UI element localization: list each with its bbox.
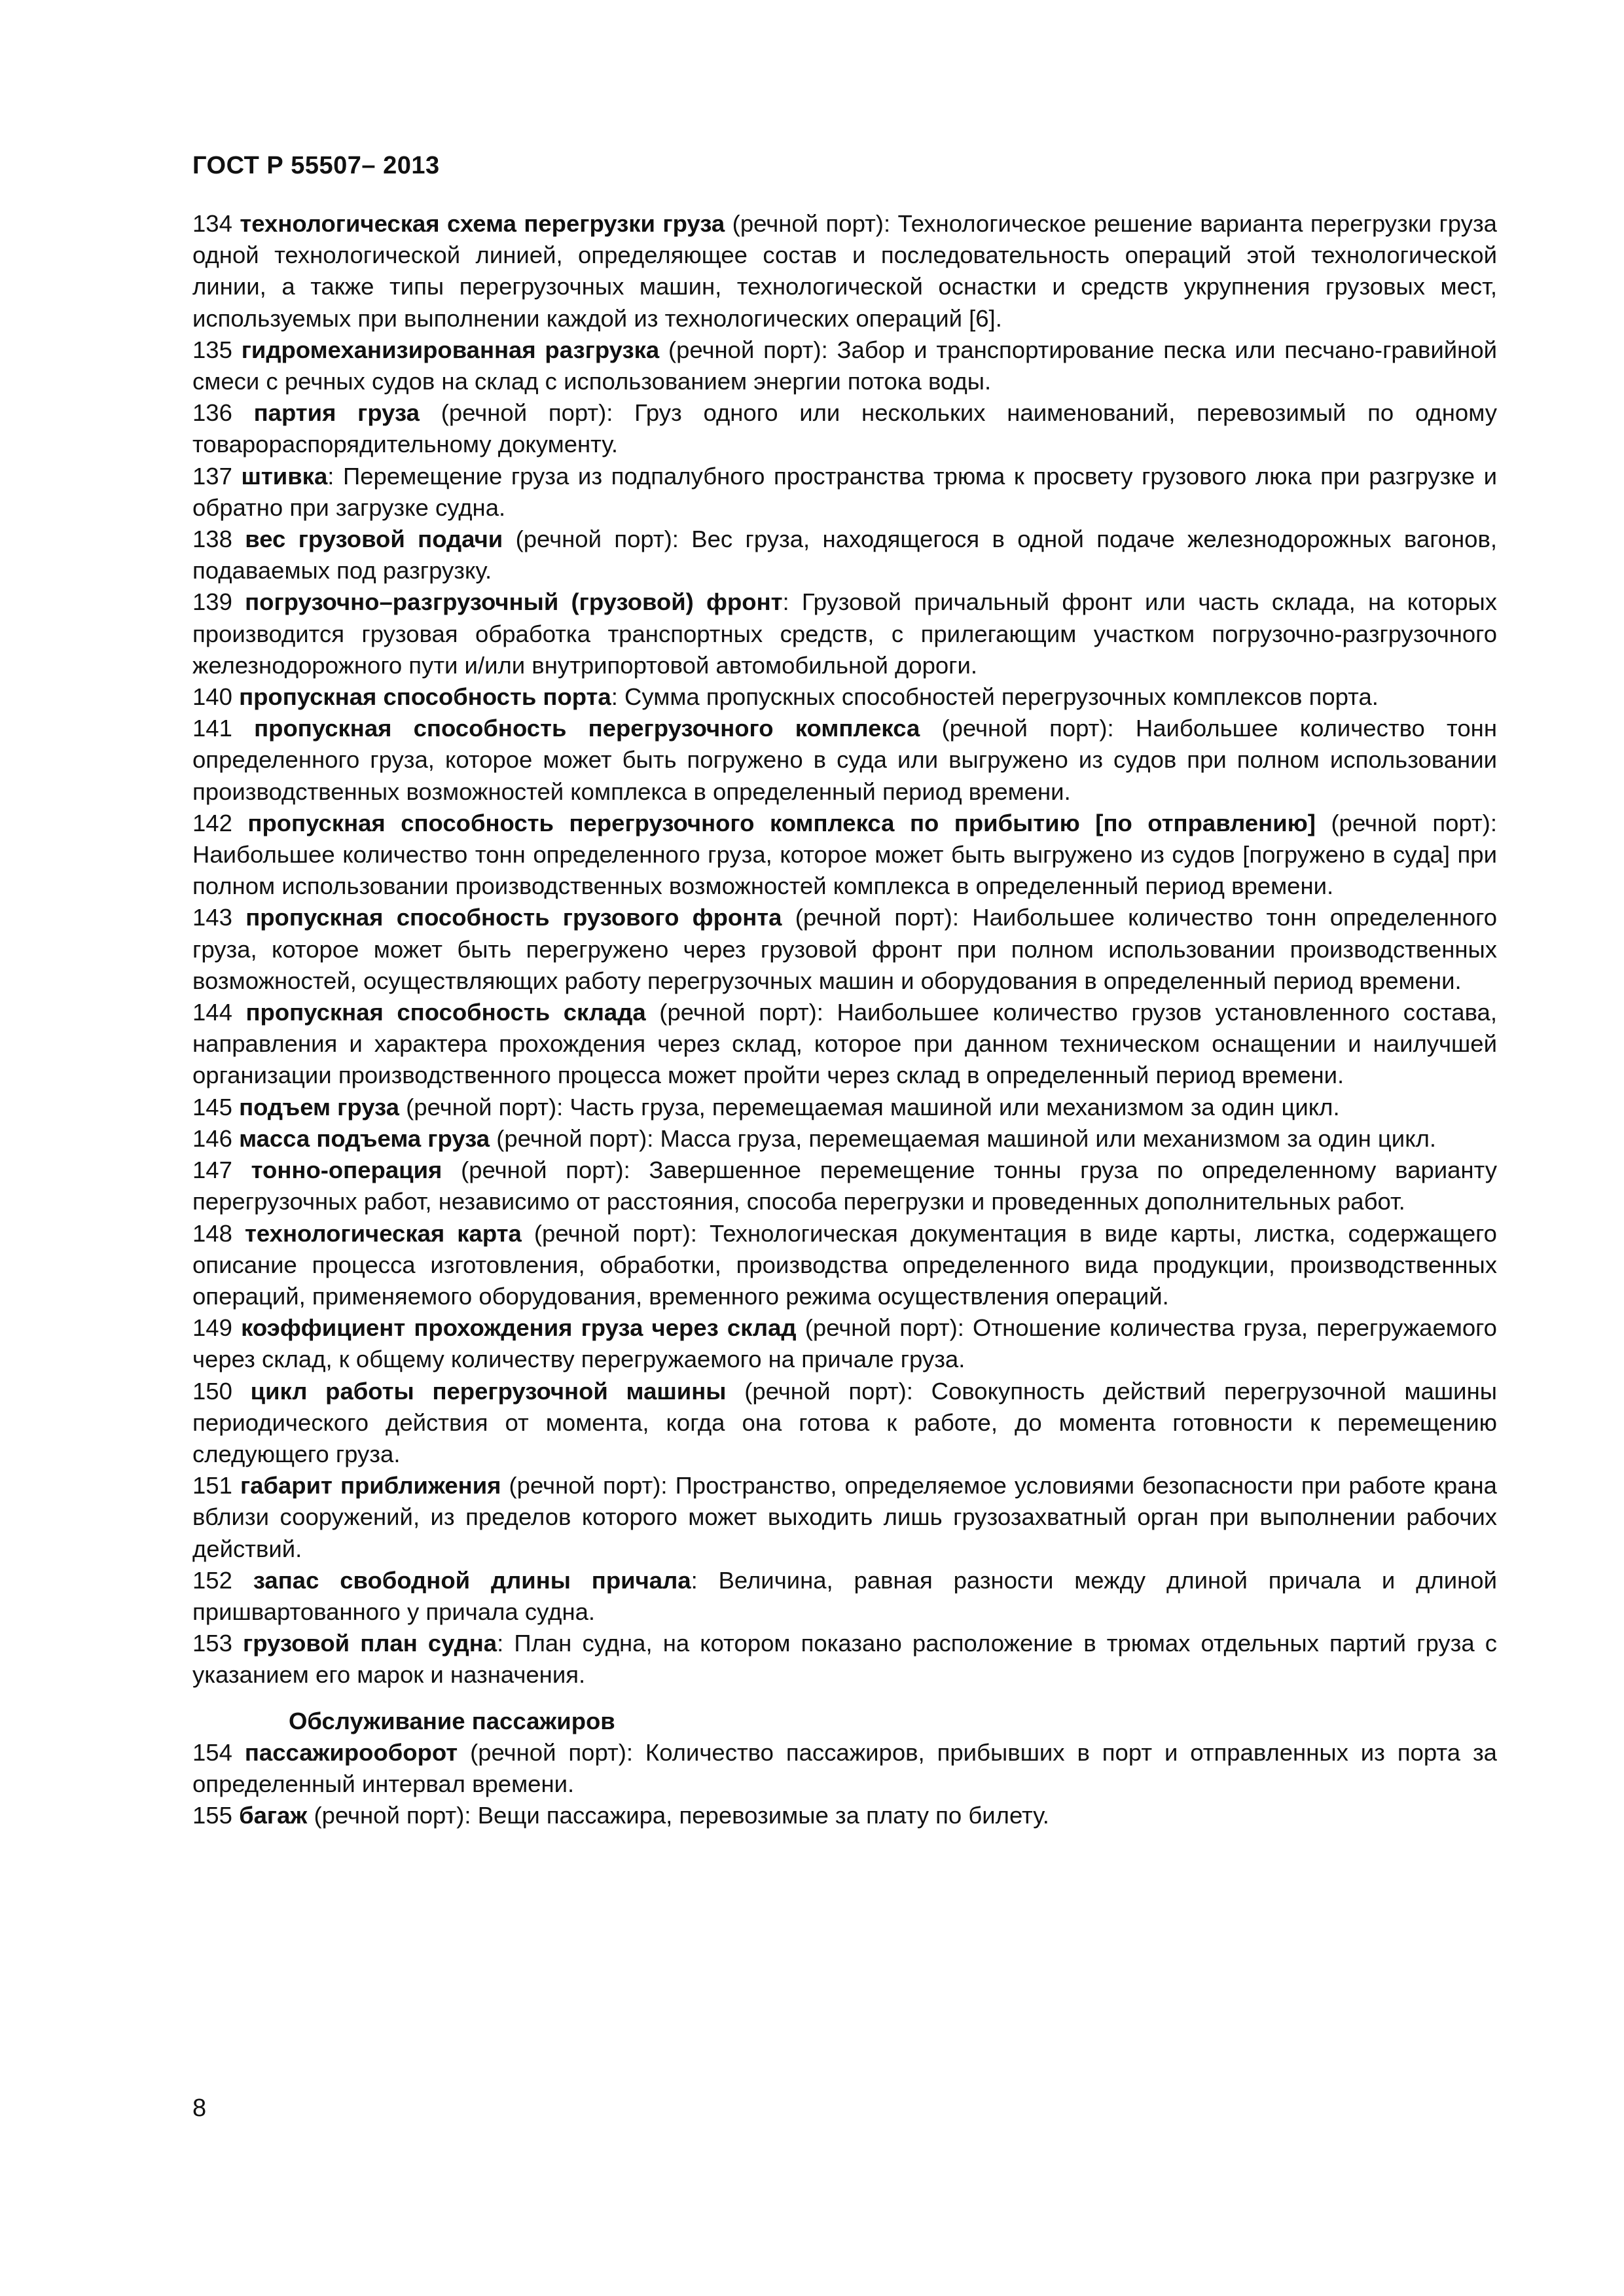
entry-separator xyxy=(501,1472,509,1499)
entry-number: 138 xyxy=(192,526,232,553)
entry-number: 142 xyxy=(192,809,232,836)
term-entry xyxy=(192,1565,1497,1628)
entry-number: 149 xyxy=(192,1314,232,1342)
entry-number: 145 xyxy=(192,1093,232,1121)
entry-definition: : Сумма пропускных способностей перегрузочных комплексов порта. xyxy=(611,683,1379,711)
entry-term: коэффициент прохождения груза через склад xyxy=(241,1314,797,1342)
entry-definition: (речной порт): Наибольшее количество тонн определенного груза, которое может быть выгружено из судов [погружено в суда] при полном использовании производственных возможностей комплекса в определенный период времени. xyxy=(192,809,1497,900)
entry-term: тонно-операция xyxy=(251,1157,442,1184)
entry-definition: (речной порт): Наибольшее количество грузов установленного состава, направления и характера прохождения через склад, которое при данном техническом оснащении и наилучшей организации производственного процесса может пройти через склад в определенный период времени. xyxy=(192,999,1497,1089)
entry-term: багаж xyxy=(239,1802,308,1829)
entry-separator xyxy=(420,399,441,426)
entry-definition: (речной порт): Забор и транспортирование песка или песчано-гравийной смеси с речных судов на склад с использованием энергии потока воды. xyxy=(192,336,1498,395)
entry-definition: (речной порт): Вес груза, находящегося в одной подаче железнодорожных вагонов, подаваемых под разгрузку. xyxy=(192,526,1497,584)
entry-number: 148 xyxy=(192,1219,232,1247)
entry-definition: (речной порт): Наибольшее количество тонн определенного груза, которое может быть перегружено через грузовой фронт при полном использовании производственных возможностей, осуществляющих работу перегрузочных машин и оборудования в определенный период времени. xyxy=(192,904,1497,994)
term-entry xyxy=(192,586,1497,681)
entry-definition: : План судна, на котором показано расположение в трюмах отдельных партий груза с указанием его марок и назначения. xyxy=(192,1630,1497,1689)
entry-term: технологическая схема перегрузки груза xyxy=(240,210,725,237)
document-body xyxy=(192,208,1497,1831)
entry-number: 137 xyxy=(192,462,232,490)
entry-separator xyxy=(725,210,732,237)
entry-number: 154 xyxy=(192,1738,232,1766)
term-entry xyxy=(192,713,1497,808)
entry-term: пропускная способность перегрузочного комплекса по прибытию [по отправлению] xyxy=(247,809,1316,836)
entry-definition: (речной порт): Совокупность действий перегрузочной машины периодического действия от момента, когда она готова к работе, до момента готовности к перемещению следующего груза. xyxy=(192,1377,1497,1467)
entry-definition: (речной порт): Отношение количества груза, перегружаемого через склад, к общему количеству перегружаемого на причале груза. xyxy=(192,1314,1497,1373)
entry-separator xyxy=(458,1739,470,1766)
entry-term: партия груза xyxy=(253,399,420,427)
entry-separator xyxy=(726,1378,744,1405)
entry-number: 150 xyxy=(192,1377,232,1405)
entry-separator xyxy=(503,526,515,552)
term-entry xyxy=(192,1470,1497,1565)
entry-number: 135 xyxy=(192,336,232,363)
entry-number: 143 xyxy=(192,904,232,931)
entry-definition: : Величина, равная разности между длиной причала и длиной пришвартованного у причала судна. xyxy=(192,1566,1497,1625)
term-entry xyxy=(192,524,1497,586)
term-entry xyxy=(192,902,1497,997)
entry-definition: : Перемещение груза из подпалубного пространства трюма к просвету грузового люка при разгрузке и обратно при загрузке судна. xyxy=(192,462,1497,521)
entry-separator xyxy=(659,336,668,363)
entry-number: 147 xyxy=(192,1157,232,1184)
entry-separator xyxy=(920,715,941,742)
entry-number: 141 xyxy=(192,715,232,742)
entry-definition: (речной порт): Масса груза, перемещаемая машиной или механизмом за один цикл. xyxy=(496,1124,1437,1152)
entry-separator xyxy=(646,999,660,1026)
entry-definition: (речной порт): Вещи пассажира, перевозимые за плату по билету. xyxy=(314,1802,1049,1829)
term-entry xyxy=(192,1800,1497,1831)
entry-term: технологическая карта xyxy=(244,1219,522,1247)
entry-term: гидромеханизированная разгрузка xyxy=(241,336,660,363)
entry-separator xyxy=(399,1094,406,1121)
entry-term: запас свободной длины причала xyxy=(253,1566,691,1594)
terms-list-part1 xyxy=(192,208,1497,1691)
term-entry xyxy=(192,1218,1497,1313)
entry-term: пропускная способность перегрузочного комплекса xyxy=(254,715,920,742)
page-number: 8 xyxy=(192,2094,207,2122)
term-entry xyxy=(192,808,1497,903)
term-entry xyxy=(192,1092,1497,1123)
entry-definition: (речной порт): Количество пассажиров, прибывших в порт и отправленных из порта за определенный интервал времени. xyxy=(192,1738,1497,1797)
entry-term: грузовой план судна xyxy=(243,1630,497,1657)
entry-term: масса подъема груза xyxy=(239,1124,490,1152)
entry-separator xyxy=(522,1220,534,1247)
entry-definition: (речной порт): Технологическая документация в виде карты, листка, содержащего описание процесса изготовления, обработки, производства определенного вида продукции, производственных операций, применяемого оборудования, временного режима осуществления операций. xyxy=(192,1219,1497,1310)
entry-term: штивка xyxy=(241,462,328,490)
entry-definition: (речной порт): Груз одного или нескольких наименований, перевозимый по одному товарораспорядительному документу. xyxy=(192,399,1497,458)
entry-separator xyxy=(1316,810,1331,836)
entry-separator xyxy=(797,1314,805,1341)
entry-term: пропускная способность грузового фронта xyxy=(245,904,782,931)
entry-number: 146 xyxy=(192,1124,232,1152)
term-entry xyxy=(192,397,1497,460)
entry-definition: : Грузовой причальный фронт или часть склада, на которых производится грузовая обработка транспортных средств, с прилегающим участком погрузочно-разгрузочного железнодорожного пути и/или внутрипортовой автомобильной дороги. xyxy=(192,588,1497,679)
entry-term: пассажирооборот xyxy=(244,1738,458,1766)
entry-term: вес грузовой подачи xyxy=(245,526,503,553)
entry-term: пропускная способность порта xyxy=(239,683,611,711)
entry-number: 139 xyxy=(192,588,232,616)
entry-definition: (речной порт): Часть груза, перемещаемая машиной или механизмом за один цикл. xyxy=(406,1093,1340,1121)
entry-term: цикл работы перегрузочной машины xyxy=(250,1377,727,1405)
term-entry xyxy=(192,1312,1497,1375)
entry-number: 155 xyxy=(192,1802,232,1829)
term-entry xyxy=(192,1737,1497,1800)
entry-term: погрузочно–разгрузочный (грузовой) фронт xyxy=(245,588,783,616)
term-entry xyxy=(192,1628,1497,1691)
entry-number: 151 xyxy=(192,1472,232,1499)
term-entry xyxy=(192,208,1497,334)
entry-definition: (речной порт): Технологическое решение варианта перегрузки груза одной технологической линией, определяющее состав и последовательность операций этой технологической линии, а также типы перегрузочных машин, технологической оснастки и средств укрупнения грузовых мест, используемых при выполнении каждой из технологических операций [6]. xyxy=(192,210,1497,332)
entry-number: 152 xyxy=(192,1566,232,1594)
entry-term: габарит приближения xyxy=(240,1472,501,1499)
section-heading: Обслуживание пассажиров xyxy=(289,1707,615,1734)
document-code-header: ГОСТ Р 55507– 2013 xyxy=(192,152,440,179)
term-entry xyxy=(192,461,1497,524)
entry-separator xyxy=(307,1802,314,1829)
entry-term: подъем груза xyxy=(239,1093,399,1121)
term-entry xyxy=(192,1155,1497,1217)
entry-separator xyxy=(782,904,795,931)
entry-separator xyxy=(442,1157,461,1183)
entry-definition: (речной порт): Наибольшее количество тонн определенного груза, которое может быть погружено в суда или выгружено из судов при полном использовании производственных возможностей комплекса в определенный период времени. xyxy=(192,715,1497,805)
term-entry xyxy=(192,997,1497,1092)
entry-number: 140 xyxy=(192,683,232,711)
term-entry xyxy=(192,1123,1497,1155)
entry-number: 134 xyxy=(192,210,232,237)
entry-number: 144 xyxy=(192,999,232,1026)
entry-separator xyxy=(490,1125,496,1152)
entry-term: пропускная способность склада xyxy=(245,999,646,1026)
entry-number: 153 xyxy=(192,1630,232,1657)
entry-definition: (речной порт): Пространство, определяемое условиями безопасности при работе крана вблизи сооружений, из пределов которого может выходить лишь грузозахватный орган при выполнении рабочих действий. xyxy=(192,1472,1497,1562)
term-entry xyxy=(192,681,1497,713)
term-entry xyxy=(192,334,1497,397)
entry-number: 136 xyxy=(192,399,232,427)
term-entry xyxy=(192,1376,1497,1471)
terms-list-part2 xyxy=(192,1737,1497,1832)
entry-definition: (речной порт): Завершенное перемещение тонны груза по определенному варианту перегрузочных работ, независимо от расстояния, способа перегрузки и проведенных дополнительных работ. xyxy=(192,1157,1497,1215)
